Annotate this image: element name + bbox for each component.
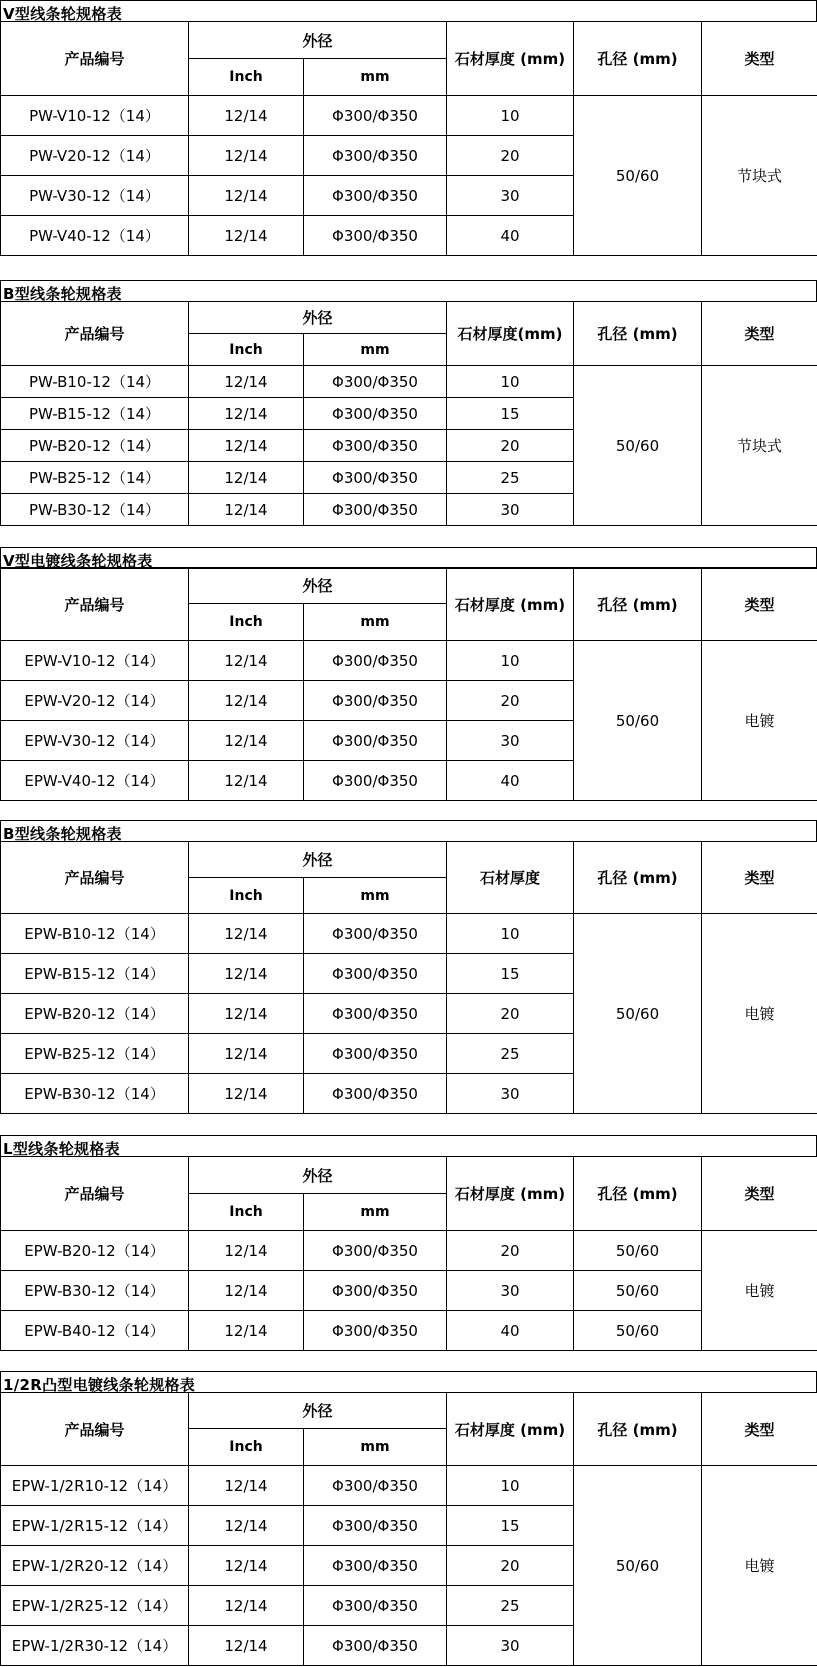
header-mm: mm [304,1429,447,1466]
cell-thickness: 15 [447,954,574,994]
cell-thickness: 30 [447,1271,574,1311]
cell-mm: Φ300/Φ350 [304,1271,447,1311]
cell-mm: Φ300/Φ350 [304,366,447,398]
cell-thickness: 10 [447,914,574,954]
header-outer-diameter: 外径 [189,1393,447,1429]
cell-code: EPW-V20-12（14） [1,681,189,721]
table-title-row [0,820,817,842]
header-inch: Inch [189,878,304,914]
header-type: 类型 [702,568,817,641]
cell-code: EPW-B40-12（14） [1,1311,189,1351]
cell-mm: Φ300/Φ350 [304,216,447,256]
header-mm: mm [304,334,447,366]
cell-thickness: 30 [447,721,574,761]
cell-code: EPW-B20-12（14） [1,994,189,1034]
cell-thickness: 20 [447,994,574,1034]
cell-code: EPW-V30-12（14） [1,721,189,761]
table-title: B型线条轮规格表 [3,285,122,303]
cell-code: EPW-B25-12（14） [1,1034,189,1074]
cell-code: EPW-1/2R10-12（14） [1,1466,189,1506]
table-title: V型电镀线条轮规格表 [3,552,153,570]
cell-code: PW-B30-12（14） [1,494,189,526]
header-code: 产品编号 [1,842,189,914]
cell-thickness: 30 [447,1626,574,1666]
header-mm: mm [304,1194,447,1231]
cell-inch: 12/14 [189,494,304,526]
cell-inch: 12/14 [189,954,304,994]
header-hole: 孔径 (mm) [574,842,702,914]
cell-inch: 12/14 [189,1586,304,1626]
cell-inch: 12/14 [189,1311,304,1351]
header-hole: 孔径 (mm) [574,1393,702,1466]
cell-mm: Φ300/Φ350 [304,1626,447,1666]
cell-type: 节块式 [702,366,817,526]
cell-code: PW-B25-12（14） [1,462,189,494]
cell-code: EPW-B30-12（14） [1,1271,189,1311]
cell-inch: 12/14 [189,641,304,681]
header-hole: 孔径 (mm) [574,302,702,366]
cell-inch: 12/14 [189,721,304,761]
cell-hole: 50/60 [574,914,702,1114]
cell-mm: Φ300/Φ350 [304,462,447,494]
table-row [1,1271,817,1311]
cell-hole: 50/60 [574,366,702,526]
header-code: 产品编号 [1,568,189,641]
header-hole: 孔径 (mm) [574,568,702,641]
header-inch: Inch [189,59,304,96]
cell-code: EPW-1/2R30-12（14） [1,1626,189,1666]
table-title: B型线条轮规格表 [3,825,122,843]
table-title-row [0,1371,817,1393]
cell-code: EPW-1/2R25-12（14） [1,1586,189,1626]
cell-thickness: 10 [447,641,574,681]
cell-hole: 50/60 [574,96,702,256]
header-thickness: 石材厚度 (mm) [447,1157,574,1231]
header-outer-diameter: 外径 [189,1157,447,1194]
header-inch: Inch [189,1194,304,1231]
cell-mm: Φ300/Φ350 [304,761,447,801]
header-outer-diameter: 外径 [189,842,447,878]
table-title: V型线条轮规格表 [3,5,123,23]
header-code: 产品编号 [1,22,189,96]
table-title-row [0,1135,817,1157]
header-hole: 孔径 (mm) [574,1157,702,1231]
table-row [1,914,817,954]
cell-hole: 50/60 [574,1311,702,1351]
spec-table [0,841,817,1114]
header-inch: Inch [189,334,304,366]
table-row [1,1311,817,1351]
cell-code: PW-V10-12（14） [1,96,189,136]
cell-thickness: 15 [447,398,574,430]
cell-mm: Φ300/Φ350 [304,176,447,216]
table-title: 1/2R凸型电镀线条轮规格表 [3,1376,196,1394]
spec-table-half-r-convex [0,1371,817,1667]
cell-hole: 50/60 [574,1231,702,1271]
header-outer-diameter: 外径 [189,302,447,334]
cell-mm: Φ300/Φ350 [304,914,447,954]
cell-code: EPW-1/2R15-12（14） [1,1506,189,1546]
spec-table-l [0,1135,817,1352]
header-code: 产品编号 [1,1157,189,1231]
table-row [1,96,817,136]
cell-code: EPW-B30-12（14） [1,1074,189,1114]
cell-inch: 12/14 [189,994,304,1034]
table-title: L型线条轮规格表 [3,1140,120,1158]
spec-table-b-electroplated [0,820,817,1117]
header-type: 类型 [702,22,817,96]
cell-inch: 12/14 [189,136,304,176]
table-row [1,641,817,681]
cell-inch: 12/14 [189,1034,304,1074]
cell-inch: 12/14 [189,1271,304,1311]
cell-mm: Φ300/Φ350 [304,1311,447,1351]
spec-table [0,1156,817,1351]
header-inch: Inch [189,1429,304,1466]
cell-inch: 12/14 [189,761,304,801]
cell-inch: 12/14 [189,1231,304,1271]
cell-thickness: 10 [447,366,574,398]
table-title-row [0,280,817,302]
cell-type: 电镀 [702,1231,817,1351]
cell-thickness: 30 [447,494,574,526]
cell-thickness: 20 [447,681,574,721]
cell-mm: Φ300/Φ350 [304,1074,447,1114]
table-row [1,1231,817,1271]
cell-mm: Φ300/Φ350 [304,1546,447,1586]
header-thickness: 石材厚度(mm) [447,302,574,366]
cell-hole: 50/60 [574,1271,702,1311]
cell-mm: Φ300/Φ350 [304,994,447,1034]
cell-thickness: 20 [447,1546,574,1586]
cell-type: 电镀 [702,914,817,1114]
cell-inch: 12/14 [189,1074,304,1114]
header-thickness: 石材厚度 (mm) [447,1393,574,1466]
cell-inch: 12/14 [189,366,304,398]
table-row [1,366,817,398]
cell-inch: 12/14 [189,1626,304,1666]
cell-mm: Φ300/Φ350 [304,1586,447,1626]
cell-hole: 50/60 [574,641,702,801]
cell-code: PW-B15-12（14） [1,398,189,430]
header-type: 类型 [702,1393,817,1466]
cell-inch: 12/14 [189,681,304,721]
header-outer-diameter: 外径 [189,22,447,59]
cell-mm: Φ300/Φ350 [304,1506,447,1546]
cell-inch: 12/14 [189,462,304,494]
header-mm: mm [304,878,447,914]
cell-code: EPW-B20-12（14） [1,1231,189,1271]
table-title-row [0,0,817,22]
header-thickness: 石材厚度 [447,842,574,914]
spec-table [0,301,817,526]
cell-code: PW-V20-12（14） [1,136,189,176]
cell-thickness: 25 [447,462,574,494]
cell-mm: Φ300/Φ350 [304,1466,447,1506]
cell-mm: Φ300/Φ350 [304,96,447,136]
cell-inch: 12/14 [189,1546,304,1586]
cell-mm: Φ300/Φ350 [304,954,447,994]
header-type: 类型 [702,842,817,914]
spec-table-v-electroplated [0,547,817,801]
cell-thickness: 20 [447,430,574,462]
table-title-row [0,547,817,569]
cell-inch: 12/14 [189,176,304,216]
cell-thickness: 40 [447,216,574,256]
spec-table-b [0,280,817,527]
cell-code: EPW-1/2R20-12（14） [1,1546,189,1586]
cell-hole: 50/60 [574,1466,702,1666]
cell-inch: 12/14 [189,398,304,430]
header-type: 类型 [702,1157,817,1231]
header-mm: mm [304,604,447,641]
cell-thickness: 10 [447,96,574,136]
cell-mm: Φ300/Φ350 [304,430,447,462]
cell-type: 电镀 [702,641,817,801]
cell-code: PW-B20-12（14） [1,430,189,462]
cell-thickness: 15 [447,1506,574,1546]
cell-thickness: 10 [447,1466,574,1506]
cell-code: PW-V30-12（14） [1,176,189,216]
cell-thickness: 30 [447,176,574,216]
cell-inch: 12/14 [189,914,304,954]
cell-code: PW-V40-12（14） [1,216,189,256]
header-outer-diameter: 外径 [189,568,447,604]
cell-mm: Φ300/Φ350 [304,1034,447,1074]
cell-thickness: 20 [447,1231,574,1271]
cell-code: EPW-V40-12（14） [1,761,189,801]
cell-thickness: 40 [447,1311,574,1351]
cell-mm: Φ300/Φ350 [304,1231,447,1271]
cell-type: 电镀 [702,1466,817,1666]
cell-thickness: 40 [447,761,574,801]
cell-type: 节块式 [702,96,817,256]
header-code: 产品编号 [1,302,189,366]
cell-code: EPW-V10-12（14） [1,641,189,681]
header-thickness: 石材厚度 (mm) [447,22,574,96]
header-type: 类型 [702,302,817,366]
cell-mm: Φ300/Φ350 [304,136,447,176]
cell-code: EPW-B15-12（14） [1,954,189,994]
cell-code: PW-B10-12（14） [1,366,189,398]
cell-code: EPW-B10-12（14） [1,914,189,954]
cell-inch: 12/14 [189,1506,304,1546]
cell-mm: Φ300/Φ350 [304,721,447,761]
cell-inch: 12/14 [189,96,304,136]
header-hole: 孔径 (mm) [574,22,702,96]
cell-mm: Φ300/Φ350 [304,398,447,430]
cell-thickness: 25 [447,1034,574,1074]
cell-inch: 12/14 [189,1466,304,1506]
cell-inch: 12/14 [189,216,304,256]
cell-thickness: 20 [447,136,574,176]
header-mm: mm [304,59,447,96]
cell-mm: Φ300/Φ350 [304,641,447,681]
header-inch: Inch [189,604,304,641]
cell-mm: Φ300/Φ350 [304,494,447,526]
cell-inch: 12/14 [189,430,304,462]
cell-mm: Φ300/Φ350 [304,681,447,721]
cell-thickness: 30 [447,1074,574,1114]
spec-table [0,1392,817,1666]
table-row [1,1466,817,1506]
spec-table [0,567,817,801]
cell-thickness: 25 [447,1586,574,1626]
spec-table-v [0,0,817,263]
header-thickness: 石材厚度 (mm) [447,568,574,641]
spec-table [0,21,817,256]
header-code: 产品编号 [1,1393,189,1466]
